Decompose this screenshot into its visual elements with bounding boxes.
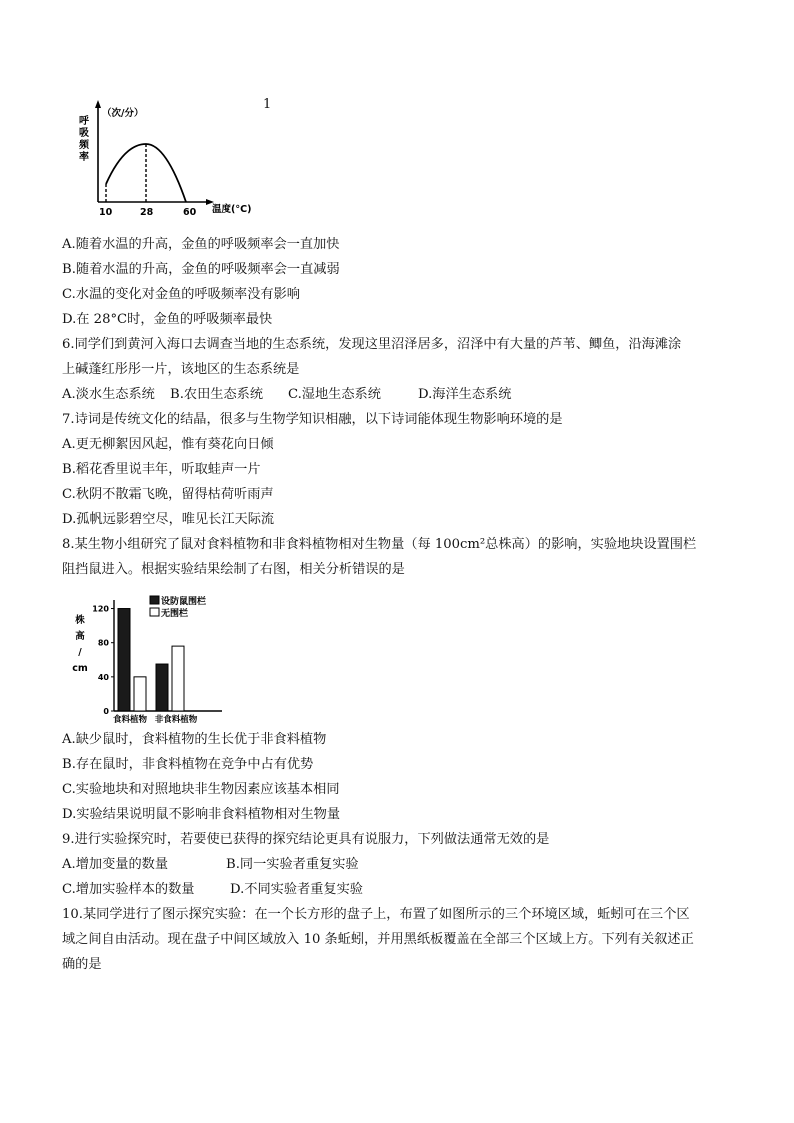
q7-stem: 7.诗词是传统文化的结晶，很多与生物学知识相融，以下诗词能体现生物影响环境的是 <box>62 412 563 427</box>
bar-nonfood-fenced <box>156 664 168 711</box>
bar-food-unfenced <box>134 677 146 711</box>
q7-option-a: A.更无柳絮因风起，惟有葵花向日倾 <box>62 437 274 452</box>
y-tick-label: 40 <box>97 672 109 682</box>
ylabel-char-4: 率 <box>79 152 89 163</box>
q9-option-b: B.同一实验者重复实验 <box>226 857 359 872</box>
q7-option-b: B.稻花香里说丰年，听取蛙声一片 <box>62 462 261 477</box>
q6-option-b: B.农田生态系统 <box>170 387 264 402</box>
y-axis-label-part: cm <box>72 663 88 674</box>
q8-option-b: B.存在鼠时，非食料植物在竞争中占有优势 <box>62 757 314 772</box>
ylabel-char-1: 呼 <box>79 116 89 127</box>
q8-option-c: C.实验地块和对照地块非生物因素应该基本相同 <box>62 782 340 797</box>
q8-stem-line2: 阻挡鼠进入。根据实验结果绘制了右图，相关分析错误的是 <box>62 562 405 577</box>
q6-stem-line1: 6.同学们到黄河入海口去调查当地的生态系统，发现这里沼泽居多，沼泽中有大量的芦苇、鲫鱼，沿海滩涂 <box>62 337 682 352</box>
page-number: 1 <box>263 97 272 112</box>
plant-height-bar-chart <box>62 592 232 726</box>
q5-option-a: A.随着水温的升高，金鱼的呼吸频率会一直加快 <box>62 237 340 252</box>
x-axis-label: 温度(°C) <box>212 204 252 215</box>
y-unit-label: （次/分） <box>102 108 144 119</box>
q6-stem-line2: 上碱蓬红彤彤一片，该地区的生态系统是 <box>62 362 300 377</box>
y-tick-label: 80 <box>97 638 109 648</box>
y-axis-label-part: / <box>78 647 82 658</box>
x-tick-60: 60 <box>183 207 197 218</box>
q5-option-c: C.水温的变化对金鱼的呼吸频率没有影响 <box>62 287 300 302</box>
q10-line3: 确的是 <box>62 957 102 972</box>
legend-label: 设防鼠围栏 <box>161 597 207 607</box>
q6-option-a: A.淡水生态系统 <box>62 387 155 402</box>
y-axis-label-part: 株 <box>75 615 85 626</box>
bar-food-fenced <box>118 609 130 711</box>
ylabel-char-2: 吸 <box>79 128 89 139</box>
y-axis-arrow <box>95 100 101 108</box>
q5-option-b: B.随着水温的升高，金鱼的呼吸频率会一直减弱 <box>62 262 340 277</box>
ylabel-char-3: 频 <box>79 140 89 151</box>
q8-stem-line1: 8.某生物小组研究了鼠对食料植物和非食料植物相对生物量（每 100cm²总株高）的影响，实验地块设置围栏 <box>62 537 697 552</box>
q9-option-c: C.增加实验样本的数量 <box>62 882 195 897</box>
x-tick-10: 10 <box>99 207 113 218</box>
q5-option-d: D.在 28°C时，金鱼的呼吸频率最快 <box>62 312 273 327</box>
q7-option-d: D.孤帆远影碧空尽，唯见长江天际流 <box>62 512 275 527</box>
q9-stem: 9.进行实验探究时，若要使已获得的探究结论更具有说服力，下列做法通常无效的是 <box>62 832 550 847</box>
respiration-curve <box>106 144 186 202</box>
q10-line1: 10.某同学进行了图示探究实验：在一个长方形的盘子上，布置了如图所示的三个环境区域，蚯蚓可在三个区 <box>62 907 690 922</box>
y-tick-label: 0 <box>103 707 109 716</box>
q10-line2: 域之间自由活动。现在盘子中间区域放入 10 条蚯蚓，并用黑纸板覆盖在全部三个区域上方。下列有关叙述正 <box>62 932 694 947</box>
q7-option-c: C.秋阴不散霜飞晚，留得枯荷听雨声 <box>62 487 274 502</box>
legend-swatch <box>150 608 159 616</box>
x-tick-28: 28 <box>140 207 154 218</box>
q8-option-d: D.实验结果说明鼠不影响非食料植物相对生物量 <box>62 807 341 822</box>
respiration-chart <box>62 98 272 220</box>
y-tick-label: 120 <box>92 604 109 614</box>
q6-option-d: D.海洋生态系统 <box>418 387 512 402</box>
legend-swatch <box>150 596 159 604</box>
x-category-label: 食料植物 <box>112 715 148 725</box>
q9-option-a: A.增加变量的数量 <box>62 857 169 872</box>
q9-option-d: D.不同实验者重复实验 <box>230 882 363 897</box>
bar-nonfood-unfenced <box>172 646 184 711</box>
q6-option-c: C.湿地生态系统 <box>288 387 381 402</box>
q8-option-a: A.缺少鼠时，食料植物的生长优于非食料植物 <box>62 732 327 747</box>
legend-label: 无围栏 <box>161 609 189 619</box>
x-category-label: 非食料植物 <box>154 715 198 725</box>
y-axis-label-part: 高 <box>75 631 85 642</box>
